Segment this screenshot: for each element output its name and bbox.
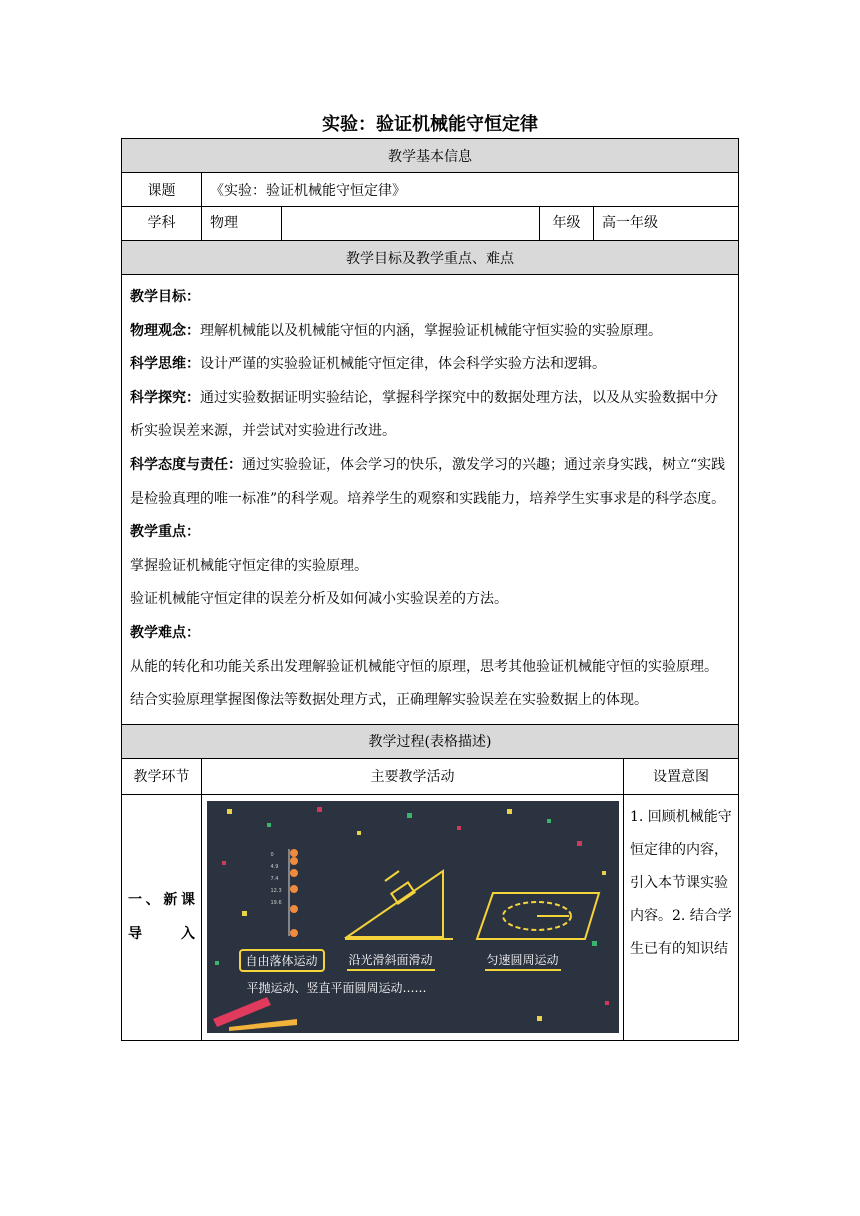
objective-text: 理解机械能以及机械能守恒的内涵，掌握验证机械能守恒实验的实验原理。 [200, 322, 662, 339]
subject-value: 物理 [202, 207, 282, 241]
difficulty: 从能的转化和功能关系出发理解验证机械能守恒的原理，思考其他验证机械能守恒的实验原理。 [130, 658, 718, 675]
label-circle: 匀速圆周运动 [485, 951, 561, 971]
objectives-heading: 教学目标： [130, 289, 200, 305]
goals-header: 教学目标及教学重点、难点 [122, 241, 739, 275]
col-stage-header: 教学环节 [122, 758, 202, 794]
subject-blank-cell [282, 207, 540, 241]
ruler-mark: 19.6 [270, 899, 282, 906]
free-fall-ruler [289, 849, 298, 937]
difficulty: 结合实验原理掌握图像法等数据处理方式，正确理解实验误差在实验数据上的体现。 [130, 692, 648, 709]
process-header: 教学过程(表格描述) [122, 724, 739, 758]
goals-content [122, 275, 739, 725]
objective-item [130, 382, 730, 449]
key-point: 验证机械能守恒定律的误差分析及如何减小实验误差的方法。 [130, 591, 508, 608]
grade-label: 年级 [540, 207, 594, 241]
key-points-heading: 教学重点： [130, 524, 200, 541]
ruler-mark: 4.9 [270, 863, 279, 870]
label-free-fall: 自由落体运动 [239, 949, 325, 972]
lesson-plan-table [121, 138, 739, 1041]
topic-value: 《实验：验证机械能守恒定律》 [202, 173, 739, 207]
col-intent-header: 设置意图 [624, 758, 739, 794]
pencil-decoration [213, 997, 297, 1031]
objective-label: 物理观念： [130, 322, 200, 339]
incline-diagram [345, 871, 453, 939]
ruler-marks [271, 849, 282, 909]
label-incline: 沿光滑斜面滑动 [347, 951, 435, 971]
activity-cell [202, 794, 624, 1040]
intent-cell: 1. 回顾机械能守恒定律的内容，引入本节课实验内容。2. 结合学生已有的知识结 [624, 794, 739, 1040]
ruler-mark: 12.3 [270, 887, 282, 894]
objective-label: 科学探究： [130, 389, 200, 406]
objective-label: 科学态度与责任： [130, 456, 242, 473]
objective-text: 通过实验验证，体会学习的快乐，激发学习的兴趣；通过亲身实践，树立“实践是检验真理的唯一标准”的科学观。培养学生的观察和实践能力，培养学生实事求是的科学态度。 [130, 456, 726, 507]
slide-graphics [207, 801, 619, 1033]
slide-caption: 平抛运动、竖直平面圆周运动…… [246, 980, 427, 995]
objective-item [130, 348, 730, 382]
stage-cell: 一、新课导入 [122, 794, 202, 1040]
basic-info-header: 教学基本信息 [122, 139, 739, 173]
col-activity-header: 主要教学活动 [202, 758, 624, 794]
grade-value: 高一年级 [594, 207, 739, 241]
ruler-mark: 7.4 [270, 875, 279, 882]
circular-motion-diagram [477, 893, 599, 939]
objective-label: 科学思维： [130, 356, 200, 373]
key-point: 掌握验证机械能守恒定律的实验原理。 [130, 557, 368, 574]
difficulties-heading: 教学难点： [130, 624, 200, 641]
objective-text: 通过实验数据证明实验结论，掌握科学探究中的数据处理方法，以及从实验数据中分析实验误差来源，并尝试对实验进行改进。 [130, 389, 718, 440]
subject-label: 学科 [122, 207, 202, 241]
ruler-mark: 0 [270, 851, 274, 858]
topic-label: 课题 [122, 173, 202, 207]
intro-slide-image [207, 801, 619, 1033]
objective-item [130, 449, 730, 516]
objective-item [130, 315, 730, 349]
document-title: 实验：验证机械能守恒定律 [322, 114, 538, 135]
objective-text: 设计严谨的实验验证机械能守恒定律，体会科学实验方法和逻辑。 [200, 356, 606, 373]
